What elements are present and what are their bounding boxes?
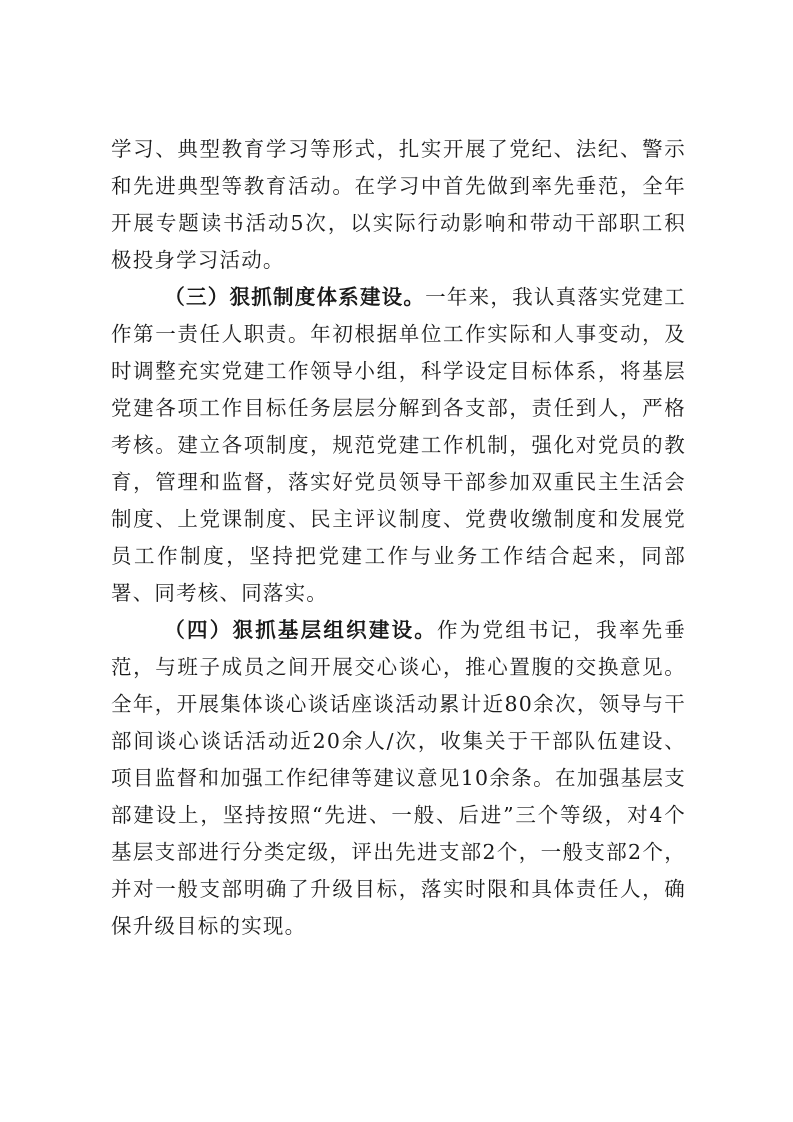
paragraph-organization-building xyxy=(111,612,686,945)
paragraph-system-building xyxy=(111,279,686,612)
paragraph-continuation xyxy=(111,131,686,279)
document-body xyxy=(111,131,686,945)
paragraph-body: 作为党组书记，我率先垂范，与班子成员之间开展交心谈心，推心置腹的交换意见。全年，开展集体谈心谈话座谈活动累计近80余次，领导与干部间谈心谈话活动近20余人/次，收集关于干部队伍建设、项目监督和加强工作纪律等建议意见10余条。在加强基层支部建设上，坚持按照“先进、一般、后进”三个等级，对4个基层支部进行分类定级，评出先进支部2个，一般支部2个，并对一般支部明确了升级目标，落实时限和具体责任人，确保升级目标的实现。 xyxy=(111,618,687,938)
paragraph-body: 学习、典型教育学习等形式，扎实开展了党纪、法纪、警示和先进典型等教育活动。在学习中首先做到率先垂范，全年开展专题读书活动5次，以实际行动影响和带动干部职工积极投身学习活动。 xyxy=(111,137,686,272)
section-heading-4: （四）狠抓基层组织建设。 xyxy=(164,618,438,642)
section-heading-3: （三）狠抓制度体系建设。 xyxy=(164,285,426,309)
paragraph-body: 一年来，我认真落实党建工作第一责任人职责。年初根据单位工作实际和人事变动，及时调整充实党建工作领导小组，科学设定目标体系，将基层党建各项工作目标任务层层分解到各支部，责任到人，严格考核。建立各项制度，规范党建工作机制，强化对党员的教育，管理和监督，落实好党员领导干部参加双重民主生活会制度、上党课制度、民主评议制度、党费收缴制度和发展党员工作制度，坚持把党建工作与业务工作结合起来，同部署、同考核、同落实。 xyxy=(111,285,686,605)
